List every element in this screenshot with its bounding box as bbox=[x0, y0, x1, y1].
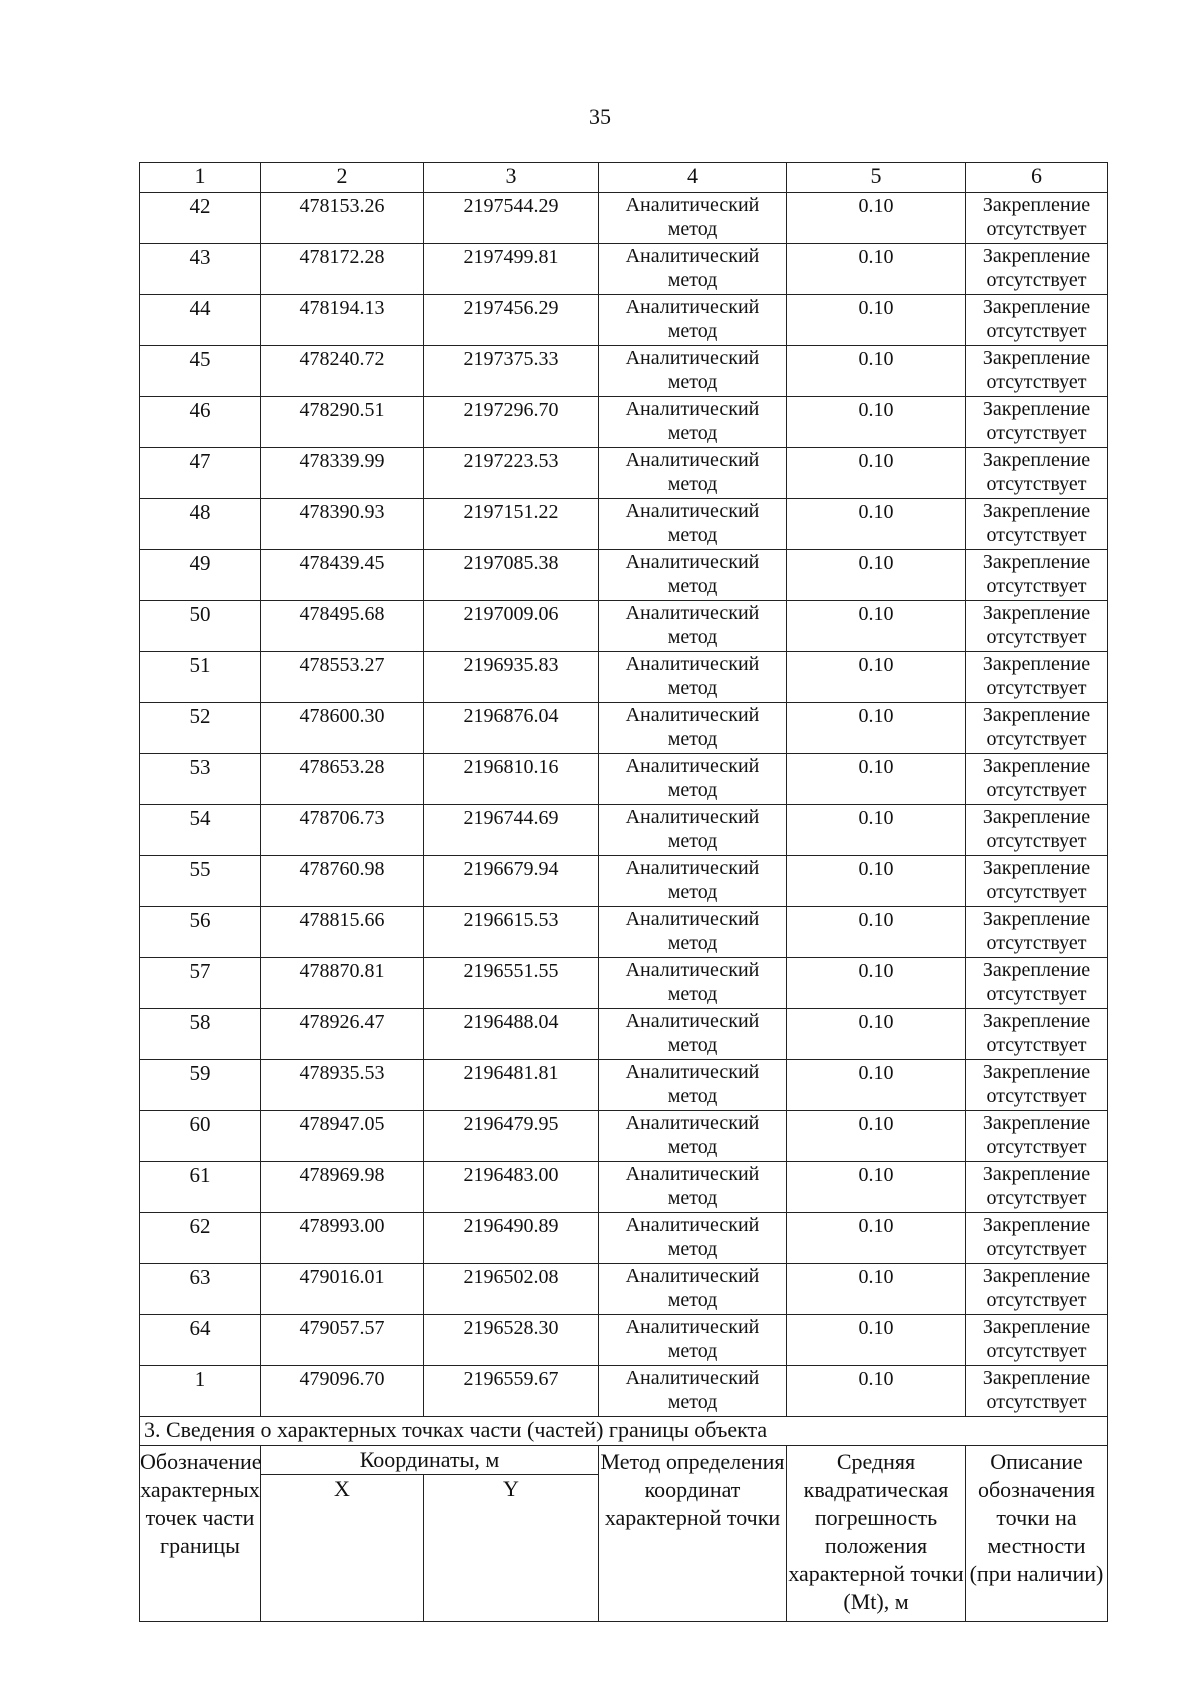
method-cell: Аналитический метод bbox=[599, 856, 787, 907]
method-cell: Аналитический метод bbox=[599, 1366, 787, 1417]
coordinate-x: 478290.51 bbox=[261, 397, 424, 448]
coordinate-x: 479096.70 bbox=[261, 1366, 424, 1417]
table-row bbox=[140, 805, 1108, 856]
method-cell: Аналитический метод bbox=[599, 397, 787, 448]
accuracy-cell: 0.10 bbox=[787, 652, 966, 703]
method-cell: Аналитический метод bbox=[599, 754, 787, 805]
description-cell: Закрепление отсутствует bbox=[966, 244, 1108, 295]
method-cell: Аналитический метод bbox=[599, 1315, 787, 1366]
boundary-points-table bbox=[139, 162, 1108, 1622]
accuracy-cell: 0.10 bbox=[787, 958, 966, 1009]
col-y-header: Y bbox=[424, 1475, 599, 1622]
accuracy-cell: 0.10 bbox=[787, 1162, 966, 1213]
table-row bbox=[140, 193, 1108, 244]
coordinate-y: 2196876.04 bbox=[424, 703, 599, 754]
column-number: 1 bbox=[140, 163, 261, 193]
col-designation-header: Обозначение характерных точек части границы bbox=[140, 1446, 261, 1622]
coordinate-y: 2197296.70 bbox=[424, 397, 599, 448]
coordinate-x: 478240.72 bbox=[261, 346, 424, 397]
coordinate-y: 2196490.89 bbox=[424, 1213, 599, 1264]
table-row bbox=[140, 754, 1108, 805]
point-number: 57 bbox=[140, 958, 261, 1009]
coordinate-y: 2196551.55 bbox=[424, 958, 599, 1009]
coordinate-x: 478172.28 bbox=[261, 244, 424, 295]
accuracy-cell: 0.10 bbox=[787, 1315, 966, 1366]
point-number: 63 bbox=[140, 1264, 261, 1315]
coordinate-y: 2196479.95 bbox=[424, 1111, 599, 1162]
col-x-header: X bbox=[261, 1475, 424, 1622]
method-cell: Аналитический метод bbox=[599, 346, 787, 397]
accuracy-cell: 0.10 bbox=[787, 805, 966, 856]
description-cell: Закрепление отсутствует bbox=[966, 193, 1108, 244]
accuracy-cell: 0.10 bbox=[787, 1366, 966, 1417]
coordinate-y: 2196744.69 bbox=[424, 805, 599, 856]
method-cell: Аналитический метод bbox=[599, 499, 787, 550]
description-cell: Закрепление отсутствует bbox=[966, 703, 1108, 754]
point-number: 43 bbox=[140, 244, 261, 295]
accuracy-cell: 0.10 bbox=[787, 1111, 966, 1162]
method-cell: Аналитический метод bbox=[599, 703, 787, 754]
table-row bbox=[140, 856, 1108, 907]
description-cell: Закрепление отсутствует bbox=[966, 1111, 1108, 1162]
table-row bbox=[140, 550, 1108, 601]
column-number: 5 bbox=[787, 163, 966, 193]
description-cell: Закрепление отсутствует bbox=[966, 907, 1108, 958]
point-number: 54 bbox=[140, 805, 261, 856]
coordinate-x: 478870.81 bbox=[261, 958, 424, 1009]
accuracy-cell: 0.10 bbox=[787, 550, 966, 601]
description-cell: Закрепление отсутствует bbox=[966, 550, 1108, 601]
accuracy-cell: 0.10 bbox=[787, 1213, 966, 1264]
coordinate-y: 2197375.33 bbox=[424, 346, 599, 397]
coordinate-y: 2197499.81 bbox=[424, 244, 599, 295]
coordinate-y: 2197544.29 bbox=[424, 193, 599, 244]
accuracy-cell: 0.10 bbox=[787, 754, 966, 805]
method-cell: Аналитический метод bbox=[599, 1213, 787, 1264]
description-cell: Закрепление отсутствует bbox=[966, 652, 1108, 703]
description-cell: Закрепление отсутствует bbox=[966, 754, 1108, 805]
method-cell: Аналитический метод bbox=[599, 295, 787, 346]
description-cell: Закрепление отсутствует bbox=[966, 295, 1108, 346]
coordinate-x: 478653.28 bbox=[261, 754, 424, 805]
coordinate-y: 2197151.22 bbox=[424, 499, 599, 550]
method-cell: Аналитический метод bbox=[599, 1060, 787, 1111]
method-cell: Аналитический метод bbox=[599, 1264, 787, 1315]
point-number: 47 bbox=[140, 448, 261, 499]
table-row bbox=[140, 1315, 1108, 1366]
description-cell: Закрепление отсутствует bbox=[966, 856, 1108, 907]
table-row bbox=[140, 448, 1108, 499]
accuracy-cell: 0.10 bbox=[787, 346, 966, 397]
method-cell: Аналитический метод bbox=[599, 1111, 787, 1162]
table-row bbox=[140, 1366, 1108, 1417]
table-row bbox=[140, 1111, 1108, 1162]
accuracy-cell: 0.10 bbox=[787, 295, 966, 346]
method-cell: Аналитический метод bbox=[599, 652, 787, 703]
point-number: 50 bbox=[140, 601, 261, 652]
column-number: 2 bbox=[261, 163, 424, 193]
table-row bbox=[140, 958, 1108, 1009]
col-accuracy-header: Средняя квадратическая погрешность положения характерной точки (Mt), м bbox=[787, 1446, 966, 1622]
point-number: 45 bbox=[140, 346, 261, 397]
coordinate-y: 2196615.53 bbox=[424, 907, 599, 958]
point-number: 46 bbox=[140, 397, 261, 448]
description-cell: Закрепление отсутствует bbox=[966, 958, 1108, 1009]
description-cell: Закрепление отсутствует bbox=[966, 1315, 1108, 1366]
accuracy-cell: 0.10 bbox=[787, 856, 966, 907]
page-number: 35 bbox=[589, 104, 611, 129]
point-number: 59 bbox=[140, 1060, 261, 1111]
method-cell: Аналитический метод bbox=[599, 601, 787, 652]
coordinate-x: 478390.93 bbox=[261, 499, 424, 550]
table-row bbox=[140, 1009, 1108, 1060]
table-row bbox=[140, 295, 1108, 346]
point-number: 48 bbox=[140, 499, 261, 550]
method-cell: Аналитический метод bbox=[599, 1162, 787, 1213]
table-row bbox=[140, 1060, 1108, 1111]
point-number: 64 bbox=[140, 1315, 261, 1366]
point-rows bbox=[140, 193, 1108, 1417]
method-cell: Аналитический метод bbox=[599, 958, 787, 1009]
description-cell: Закрепление отсутствует bbox=[966, 1162, 1108, 1213]
col-method-header: Метод определения координат характерной точки bbox=[599, 1446, 787, 1622]
description-cell: Закрепление отсутствует bbox=[966, 1060, 1108, 1111]
description-cell: Закрепление отсутствует bbox=[966, 397, 1108, 448]
method-cell: Аналитический метод bbox=[599, 1009, 787, 1060]
table-row bbox=[140, 1264, 1108, 1315]
coordinate-x: 478947.05 bbox=[261, 1111, 424, 1162]
point-number: 62 bbox=[140, 1213, 261, 1264]
coordinate-y: 2197085.38 bbox=[424, 550, 599, 601]
table-row bbox=[140, 652, 1108, 703]
table-row bbox=[140, 346, 1108, 397]
coordinate-y: 2196488.04 bbox=[424, 1009, 599, 1060]
description-cell: Закрепление отсутствует bbox=[966, 1264, 1108, 1315]
coordinate-x: 478194.13 bbox=[261, 295, 424, 346]
coordinate-x: 478969.98 bbox=[261, 1162, 424, 1213]
method-cell: Аналитический метод bbox=[599, 550, 787, 601]
table-row bbox=[140, 1213, 1108, 1264]
point-number: 51 bbox=[140, 652, 261, 703]
coordinate-x: 478600.30 bbox=[261, 703, 424, 754]
coordinate-y: 2196481.81 bbox=[424, 1060, 599, 1111]
description-cell: Закрепление отсутствует bbox=[966, 448, 1108, 499]
coordinate-y: 2196679.94 bbox=[424, 856, 599, 907]
point-number: 56 bbox=[140, 907, 261, 958]
section-3-title: 3. Сведения о характерных точках части (частей) границы объекта bbox=[140, 1417, 1108, 1446]
coordinate-y: 2196502.08 bbox=[424, 1264, 599, 1315]
coordinate-x: 478339.99 bbox=[261, 448, 424, 499]
coordinate-y: 2196483.00 bbox=[424, 1162, 599, 1213]
coordinate-y: 2197009.06 bbox=[424, 601, 599, 652]
coordinate-y: 2197456.29 bbox=[424, 295, 599, 346]
point-number: 61 bbox=[140, 1162, 261, 1213]
method-cell: Аналитический метод bbox=[599, 193, 787, 244]
point-number: 42 bbox=[140, 193, 261, 244]
description-cell: Закрепление отсутствует bbox=[966, 346, 1108, 397]
column-number: 6 bbox=[966, 163, 1108, 193]
method-cell: Аналитический метод bbox=[599, 244, 787, 295]
description-cell: Закрепление отсутствует bbox=[966, 1366, 1108, 1417]
description-cell: Закрепление отсутствует bbox=[966, 805, 1108, 856]
coordinate-x: 479016.01 bbox=[261, 1264, 424, 1315]
section-3 bbox=[140, 1417, 1108, 1622]
description-cell: Закрепление отсутствует bbox=[966, 1009, 1108, 1060]
coordinate-y: 2197223.53 bbox=[424, 448, 599, 499]
col-coordinates-header: Координаты, м bbox=[261, 1446, 599, 1475]
point-number: 1 bbox=[140, 1366, 261, 1417]
method-cell: Аналитический метод bbox=[599, 448, 787, 499]
coordinate-x: 478553.27 bbox=[261, 652, 424, 703]
column-number: 4 bbox=[599, 163, 787, 193]
table-row bbox=[140, 907, 1108, 958]
coordinate-x: 478153.26 bbox=[261, 193, 424, 244]
accuracy-cell: 0.10 bbox=[787, 448, 966, 499]
accuracy-cell: 0.10 bbox=[787, 1264, 966, 1315]
accuracy-cell: 0.10 bbox=[787, 907, 966, 958]
point-number: 53 bbox=[140, 754, 261, 805]
coordinate-y: 2196559.67 bbox=[424, 1366, 599, 1417]
table-row bbox=[140, 499, 1108, 550]
description-cell: Закрепление отсутствует bbox=[966, 499, 1108, 550]
coordinate-x: 478926.47 bbox=[261, 1009, 424, 1060]
column-number: 3 bbox=[424, 163, 599, 193]
table-row bbox=[140, 397, 1108, 448]
coordinate-x: 478706.73 bbox=[261, 805, 424, 856]
coordinate-y: 2196810.16 bbox=[424, 754, 599, 805]
coordinate-x: 478439.45 bbox=[261, 550, 424, 601]
coordinate-x: 478935.53 bbox=[261, 1060, 424, 1111]
accuracy-cell: 0.10 bbox=[787, 397, 966, 448]
table-row bbox=[140, 601, 1108, 652]
accuracy-cell: 0.10 bbox=[787, 601, 966, 652]
accuracy-cell: 0.10 bbox=[787, 499, 966, 550]
description-cell: Закрепление отсутствует bbox=[966, 601, 1108, 652]
accuracy-cell: 0.10 bbox=[787, 703, 966, 754]
table-row bbox=[140, 1162, 1108, 1213]
col-description-header: Описание обозначения точки на местности (при наличии) bbox=[966, 1446, 1108, 1622]
coordinate-x: 478815.66 bbox=[261, 907, 424, 958]
point-number: 58 bbox=[140, 1009, 261, 1060]
coordinate-y: 2196935.83 bbox=[424, 652, 599, 703]
column-number-row bbox=[140, 163, 1108, 193]
accuracy-cell: 0.10 bbox=[787, 1060, 966, 1111]
coordinate-x: 479057.57 bbox=[261, 1315, 424, 1366]
point-number: 44 bbox=[140, 295, 261, 346]
table-row bbox=[140, 244, 1108, 295]
point-number: 49 bbox=[140, 550, 261, 601]
point-number: 55 bbox=[140, 856, 261, 907]
accuracy-cell: 0.10 bbox=[787, 1009, 966, 1060]
point-number: 60 bbox=[140, 1111, 261, 1162]
coordinate-x: 478993.00 bbox=[261, 1213, 424, 1264]
point-number: 52 bbox=[140, 703, 261, 754]
coordinate-x: 478760.98 bbox=[261, 856, 424, 907]
table-row bbox=[140, 703, 1108, 754]
description-cell: Закрепление отсутствует bbox=[966, 1213, 1108, 1264]
accuracy-cell: 0.10 bbox=[787, 193, 966, 244]
accuracy-cell: 0.10 bbox=[787, 244, 966, 295]
method-cell: Аналитический метод bbox=[599, 907, 787, 958]
method-cell: Аналитический метод bbox=[599, 805, 787, 856]
coordinate-x: 478495.68 bbox=[261, 601, 424, 652]
coordinate-y: 2196528.30 bbox=[424, 1315, 599, 1366]
